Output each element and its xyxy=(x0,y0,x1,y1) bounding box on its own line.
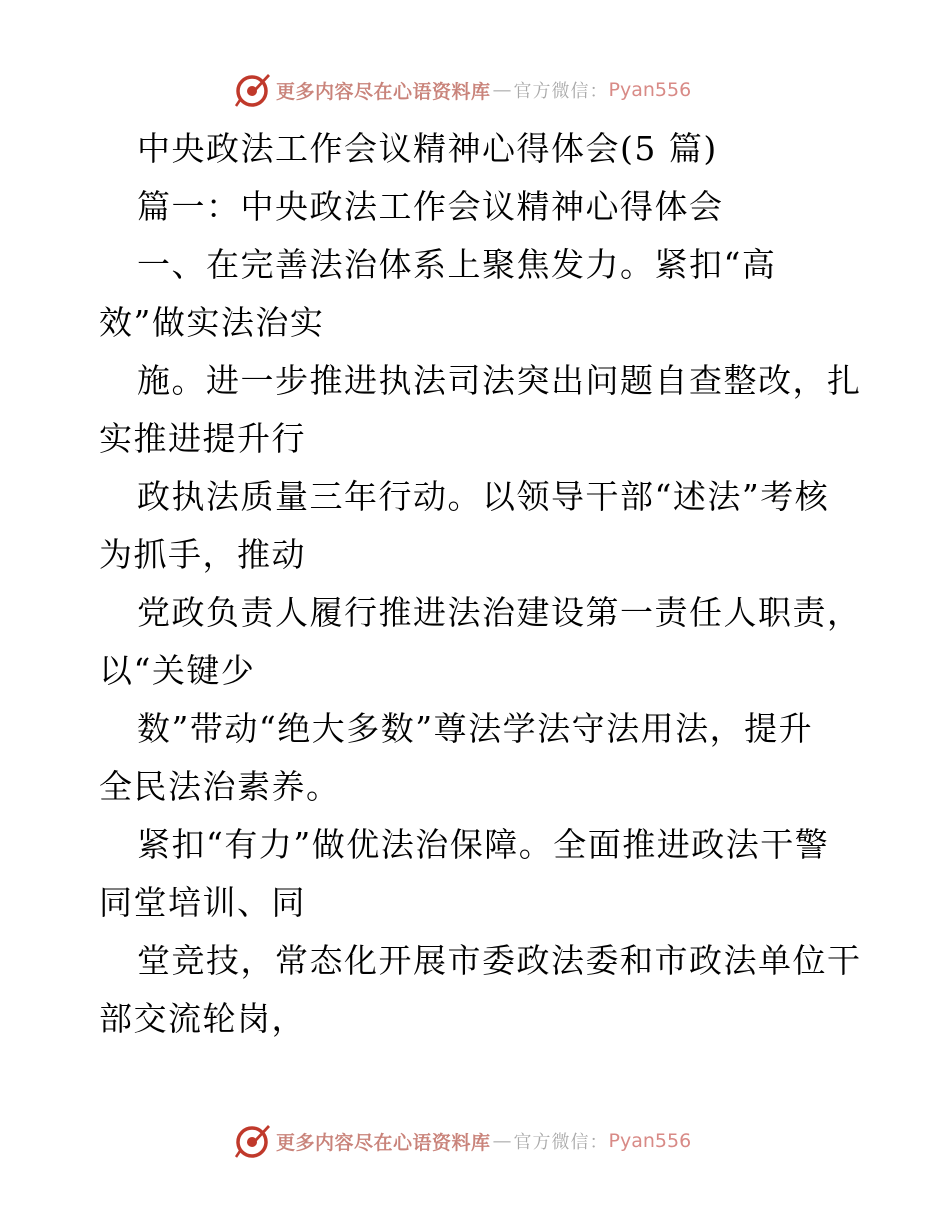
watermark-wechat-label: 官方微信： xyxy=(513,1132,609,1153)
paragraph-line: 堂竞技，常态化开展市委政法委和市政法单位干 xyxy=(137,941,862,980)
watermark-text: 更多内容尽在心语资料库 xyxy=(276,1131,491,1154)
watermark-wechat-label: 官方微信： xyxy=(513,81,609,102)
paragraph-line: 效”做实法治实 xyxy=(99,303,325,342)
paragraph-line: 紧扣“有力”做优法治保障。全面推进政法干警 xyxy=(137,825,830,864)
paragraph-line: 全民法治素养。 xyxy=(99,767,341,806)
paragraph-line: 实推进提升行 xyxy=(99,419,306,458)
paragraph-line: 为抓手，推动 xyxy=(99,535,306,574)
footer-watermark xyxy=(232,1121,691,1161)
paragraph-line: 一、在完善法治体系上聚焦发力。紧扣“高 xyxy=(137,245,777,284)
paragraph-line: 以“关键少 xyxy=(99,651,256,690)
pen-logo-icon xyxy=(232,1121,272,1161)
pen-logo-icon xyxy=(232,70,272,110)
paragraph-line: 党政负责人履行推进法治建设第一责任人职责， xyxy=(137,593,862,632)
document-title: 中央政法工作会议精神心得体会(5 篇) xyxy=(137,129,718,168)
watermark-separator: — xyxy=(492,1130,512,1152)
paragraph-line: 部交流轮岗， xyxy=(99,999,306,1038)
watermark-separator: — xyxy=(492,79,512,101)
watermark-wechat-id: Pyan556 xyxy=(608,1130,692,1152)
watermark-text: 更多内容尽在心语资料库 xyxy=(276,80,491,103)
paragraph-line: 同堂培训、同 xyxy=(99,883,306,922)
paragraph-line: 施。进一步推进执法司法突出问题自查整改，扎 xyxy=(137,361,862,400)
section-heading: 篇一：中央政法工作会议精神心得体会 xyxy=(137,187,724,226)
header-watermark xyxy=(232,70,691,110)
watermark-wechat-id: Pyan556 xyxy=(608,79,692,101)
paragraph-line: 数”带动“绝大多数”尊法学法守法用法，提升 xyxy=(137,709,814,748)
paragraph-line: 政执法质量三年行动。以领导干部“述法”考核 xyxy=(137,477,830,516)
